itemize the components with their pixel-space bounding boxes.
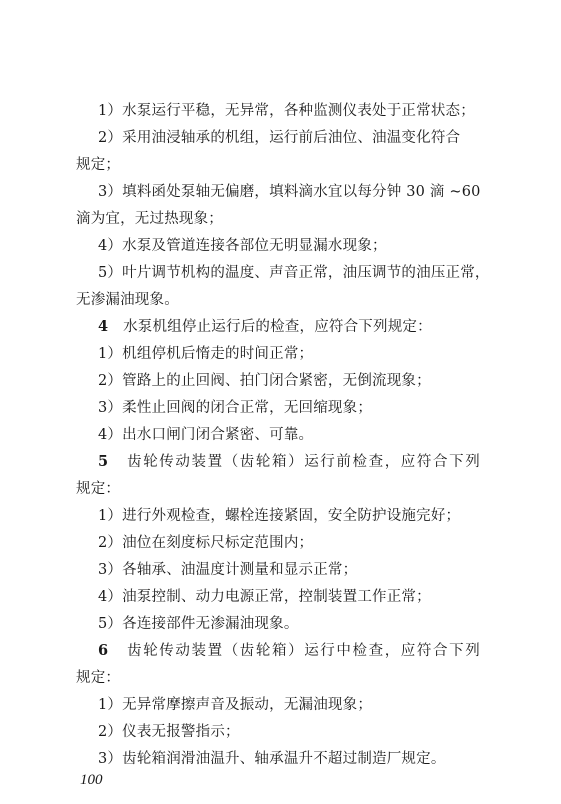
item-3-continuation: 滴为宜，无过热现象； — [76, 211, 223, 227]
clause-text: 齿轮传动装置（齿轮箱）运行中检查，应符合下列 — [127, 643, 482, 659]
item-3-packing: 3）填料函处泵轴无偏磨，填料滴水宜以每分钟 30 滴 ~60 — [98, 184, 481, 200]
clause-number: 4 — [98, 318, 109, 335]
clause-text: 齿轮传动装置（齿轮箱）运行前检查，应符合下列 — [127, 454, 482, 470]
item-5-continuation: 无渗漏油现象。 — [76, 292, 179, 308]
gear-run-item-2: 2）仪表无报警指示； — [98, 724, 240, 740]
gear-pre-item-4: 4）油泵控制、动力电源正常，控制装置工作正常； — [98, 589, 431, 605]
stop-item-3: 3）柔性止回阀的闭合正常，无回缩现象； — [98, 400, 373, 416]
gear-pre-item-5: 5）各连接部件无渗漏油现象。 — [98, 616, 299, 632]
gear-run-item-1: 1）无异常摩擦声音及振动，无漏油现象； — [98, 697, 373, 713]
clause-4-heading — [98, 317, 432, 337]
clause-6-heading — [98, 641, 481, 661]
gear-pre-item-1: 1）进行外观检查，螺栓连接紧固，安全防护设施完好； — [98, 508, 461, 524]
clause-5-continuation: 规定： — [76, 481, 121, 497]
item-5-blade-mechanism: 5）叶片调节机构的温度、声音正常，油压调节的油压正常， — [98, 265, 490, 281]
stop-item-2: 2）管路上的止回阀、拍门闭合紧密，无倒流现象； — [98, 373, 431, 389]
page-number: 100 — [80, 772, 103, 788]
clause-6-continuation: 规定： — [76, 670, 121, 686]
item-2-continuation: 规定； — [76, 157, 121, 173]
gear-pre-item-3: 3）各轴承、油温度计测量和显示正常； — [98, 562, 358, 578]
gear-pre-item-2: 2）油位在刻度标尺标定范围内； — [98, 535, 314, 551]
clause-5-heading — [98, 452, 481, 472]
item-4-no-leak: 4）水泵及管道连接各部位无明显漏水现象； — [98, 238, 387, 254]
clause-number: 6 — [98, 642, 109, 659]
clause-number: 5 — [98, 453, 109, 470]
clause-text: 水泵机组停止运行后的检查，应符合下列规定： — [123, 319, 432, 335]
stop-item-1: 1）机组停机后惰走的时间正常； — [98, 346, 314, 362]
stop-item-4: 4）出水口闸门闭合紧密、可靠。 — [98, 427, 314, 443]
item-1-pump-stable: 1）水泵运行平稳，无异常，各种监测仪表处于正常状态； — [98, 103, 475, 119]
gear-run-item-3: 3）齿轮箱润滑油温升、轴承温升不超过制造厂规定。 — [98, 751, 446, 767]
item-2-oil-bearing: 2）采用油浸轴承的机组，运行前后油位、油温变化符合 — [98, 130, 461, 146]
